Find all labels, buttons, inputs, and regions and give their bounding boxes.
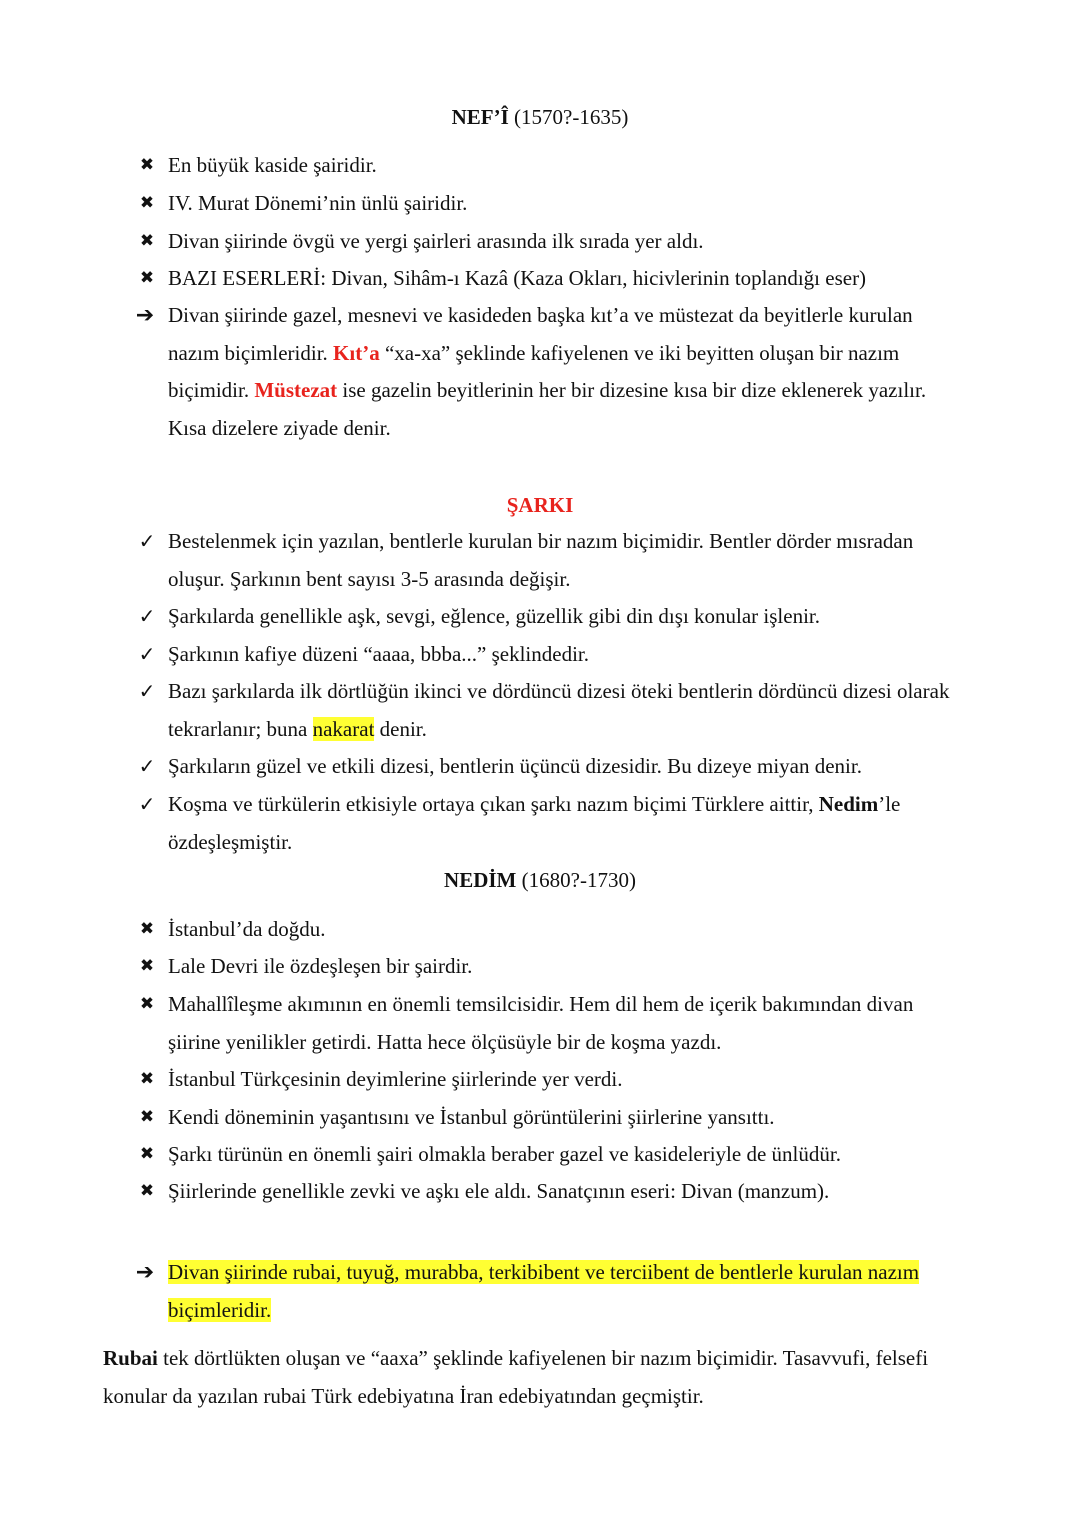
bent-note: ➔ Divan şiirinde rubai, tuyuğ, murabba, terkibibent ve terciibent de bentlerle kurulan nazım biçimleridir. (168, 1254, 988, 1329)
list-item: ✓ Şarkılarda genellikle aşk, sevgi, eğlence, güzellik gibi din dışı konular işlenir. (168, 598, 968, 636)
nefi-years: (1570?-1635) (514, 105, 629, 129)
check-bullet-icon: ✓ (138, 642, 156, 666)
list-item: ✓ Bestelenmek için yazılan, bentlerle kurulan bir nazım biçimidir. Bentler dörder mısradan oluşur. Şarkının bent sayısı 3-5 arasında değişir. (168, 523, 968, 598)
cross-bullet-icon: ✖ (139, 1107, 155, 1127)
term-kita: Kıt’a (333, 340, 380, 365)
cross-bullet-icon: ✖ (139, 1181, 155, 1201)
cross-bullet-icon: ✖ (139, 1144, 155, 1164)
term-rubai: Rubai (103, 1346, 158, 1370)
sarki-heading: ŞARKI (506, 493, 574, 517)
list-item: ✖ Şarkı türünün en önemli şairi olmakla beraber gazel ve kasideleriyle de ünlüdür. (168, 1136, 968, 1174)
list-item: ✓ Şarkıların güzel ve etkili dizesi, bentlerin üçüncü dizesidir. Bu dizeye miyan denir. (168, 748, 968, 786)
check-bullet-icon: ✓ (138, 604, 156, 628)
check-bullet-icon: ✓ (138, 792, 156, 816)
term-nakarat: nakarat (312, 716, 375, 741)
list-item: ✖ Divan şiirinde övgü ve yergi şairleri arasında ilk sırada yer aldı. (168, 223, 968, 261)
list-item: ✖ BAZI ESERLERİ: Divan, Sihâm-ı Kazâ (Kaza Okları, hicivlerinin toplandığı eser) (168, 260, 968, 298)
check-bullet-icon: ✓ (138, 529, 156, 553)
cross-bullet-icon: ✖ (139, 155, 155, 175)
check-bullet-icon: ✓ (138, 754, 156, 778)
cross-bullet-icon: ✖ (139, 956, 155, 976)
list-item: ✖ Şiirlerinde genellikle zevki ve aşkı ele aldı. Sanatçının eseri: Divan (manzum). (168, 1173, 968, 1211)
list-item: ✖ İstanbul Türkçesinin deyimlerine şiirlerinde yer verdi. (168, 1061, 968, 1099)
nefi-note: ➔ Divan şiirinde gazel, mesnevi ve kasideden başka kıt’a ve müstezat da beyitlerle kurulan nazım biçimleridir. Kıt’a “xa-xa” şeklinde kafiyelenen ve iki beyitten oluşan bir nazım biçimidir. Müstezat ise gazelin beyitlerinin her bir dizesine kısa bir dize eklenerek yazılır. Kısa dizelere ziyade denir. (168, 297, 968, 447)
arrow-bullet-icon: ➔ (135, 1260, 155, 1285)
cross-bullet-icon: ✖ (139, 231, 155, 251)
cross-bullet-icon: ✖ (139, 268, 155, 288)
list-item: ✖ Mahallîleşme akımının en önemli temsilcisidir. Hem dil hem de içerik bakımından divan şiirine yenilikler getirdi. Hatta hece ölçüsüyle bir de koşma yazdı. (168, 986, 968, 1061)
list-item: ✓ Bazı şarkılarda ilk dörtlüğün ikinci ve dördüncü dizesi öteki bentlerin dördüncü dizesi olarak tekrarlanır; buna nakarat denir. (168, 673, 968, 748)
term-mustezat: Müstezat (254, 378, 338, 403)
list-item: ✖ En büyük kaside şairidir. (168, 147, 968, 185)
list-item: ✖ İstanbul’da doğdu. (168, 911, 968, 949)
arrow-bullet-icon: ➔ (135, 303, 155, 328)
nedim-name-inline: Nedim (818, 792, 879, 816)
list-item: ✖ IV. Murat Dönemi’nin ünlü şairidir. (168, 185, 968, 223)
list-item: ✓ Koşma ve türkülerin etkisiyle ortaya çıkan şarkı nazım biçimi Türklere aittir, Nedim’le özdeşleşmiştir. (168, 786, 968, 861)
list-item: ✓ Şarkının kafiye düzeni “aaaa, bbba...” şeklindedir. (168, 636, 968, 674)
list-item: ✖ Kendi döneminin yaşantısını ve İstanbul görüntülerini şiirlerine yansıttı. (168, 1099, 968, 1137)
nedim-heading (0, 867, 1080, 893)
rubai-paragraph: Rubai tek dörtlükten oluşan ve “aaxa” şeklinde kafiyelenen bir nazım biçimidir. Tasavvufi, felsefi konular da yazılan rubai Türk edebiyatına İran edebiyatından geçmiştir. (103, 1346, 929, 1408)
nefi-heading (0, 104, 1080, 130)
cross-bullet-icon: ✖ (139, 994, 155, 1014)
cross-bullet-icon: ✖ (139, 1069, 155, 1089)
nedim-years: (1680?-1730) (521, 868, 636, 892)
list-item: ✖ Lale Devri ile özdeşleşen bir şairdir. (168, 948, 968, 986)
cross-bullet-icon: ✖ (139, 193, 155, 213)
nefi-name: NEF’Î (451, 105, 509, 129)
check-bullet-icon: ✓ (138, 679, 156, 703)
nedim-name: NEDİM (444, 868, 517, 892)
cross-bullet-icon: ✖ (139, 919, 155, 939)
